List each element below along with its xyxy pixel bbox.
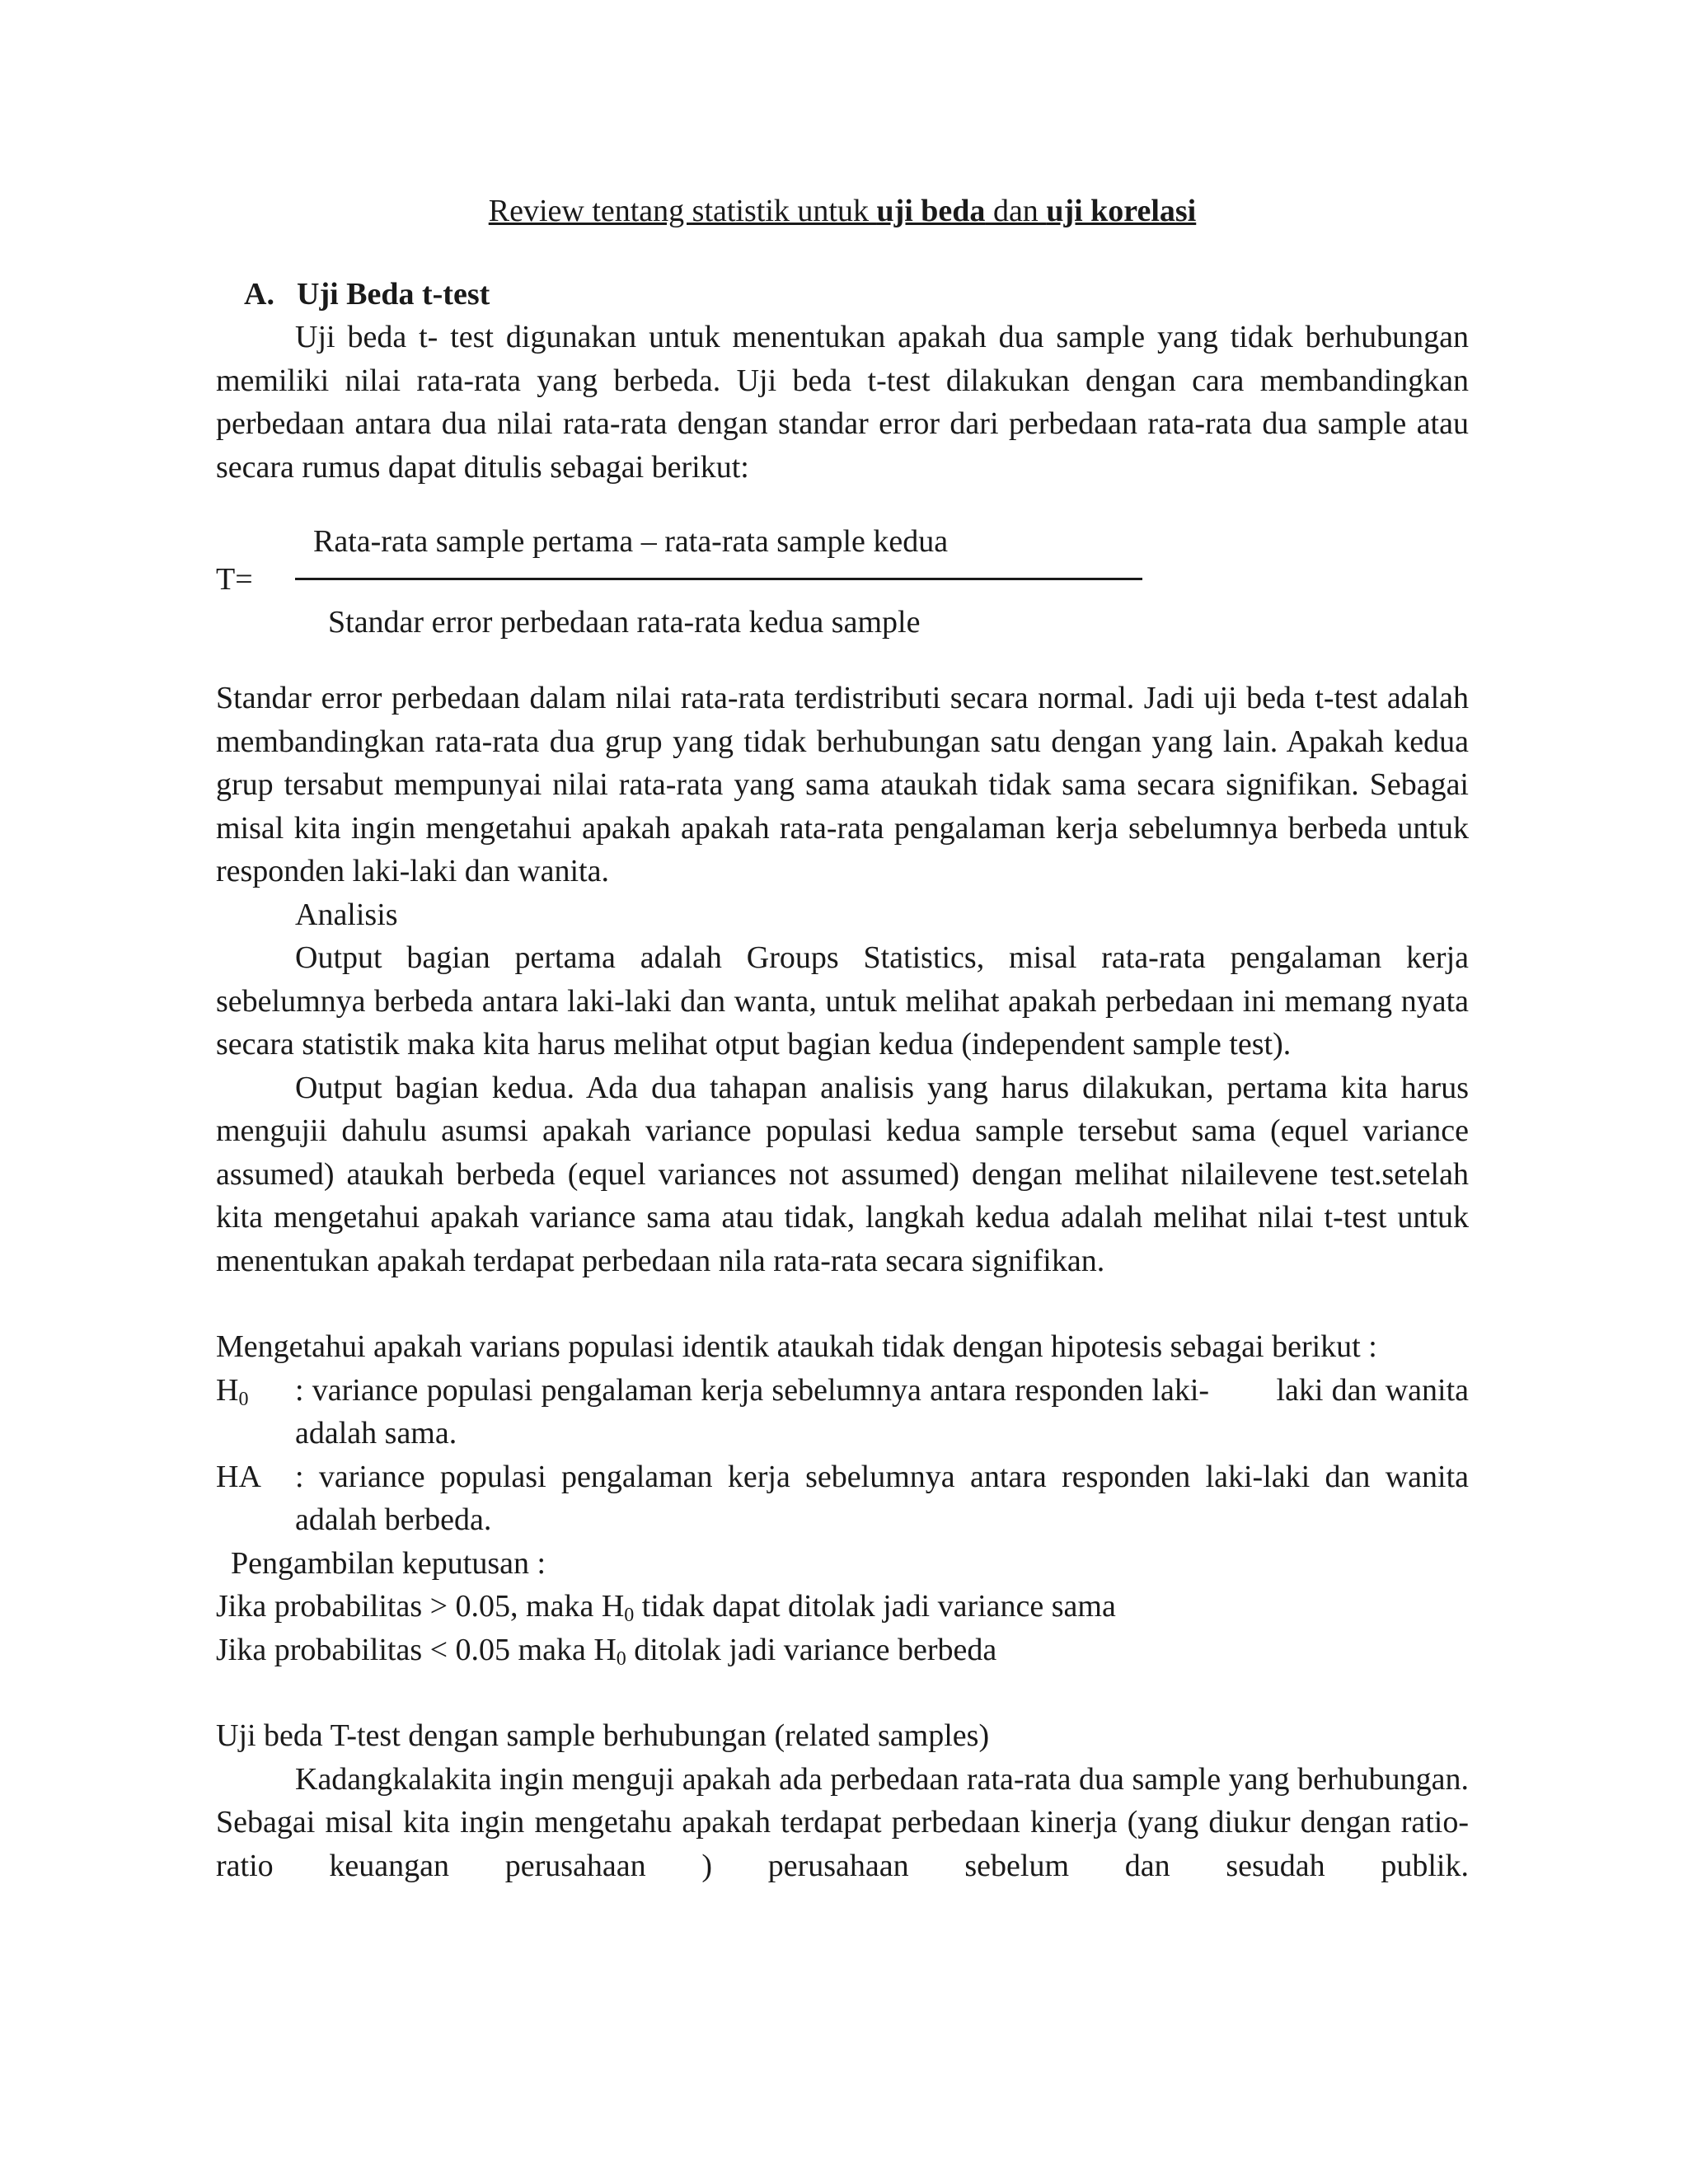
spacer xyxy=(216,1282,1469,1325)
section-a-number: A. xyxy=(244,276,274,312)
h0-label xyxy=(216,1369,295,1455)
section-a-intro: Uji beda t- test digunakan untuk menentukan apakah dua sample yang tidak berhubungan memiliki nilai rata-rata yang berbeda. Uji beda t-test dilakukan dengan cara membandingkan perbedaan antara dua nilai rata-rata dengan standar error dari perbedaan rata-rata dua sample atau secara rumus dapat ditulis sebagai berikut: xyxy=(216,320,1469,485)
document-page xyxy=(216,190,1477,1887)
h0-subscript: 0 xyxy=(238,1388,249,1410)
decision-line-1-b: tidak dapat ditolak jadi variance sama xyxy=(634,1589,1116,1624)
paragraph-output-kedua: Output bagian kedua. Ada dua tahapan analisis yang harus dilakukan, pertama kita harus mengujii dahulu asumsi apakah variance populasi kedua sample tersebut sama (equel variance assumed) ataukah berbeda (equel variances not assumed) dengan melihat nilailevene test.setelah kita mengetahui apakah variance sama atau tidak, langkah kedua adalah melihat nilai t-test untuk menentukan apakah terdapat perbedaan nila rata-rata secara signifikan. xyxy=(216,1070,1469,1278)
t-test-formula xyxy=(216,520,1469,644)
decision-line-2 xyxy=(216,1629,1469,1672)
related-samples-heading: Uji beda T-test dengan sample berhubungan (related samples) xyxy=(216,1718,990,1753)
related-samples-text: Kadangkalakita ingin menguji apakah ada perbedaan rata-rata dua sample yang berhubungan. Sebagai misal kita ingin mengetahu apakah terdapat perbedaan kinerja (yang diukur dengan ratio-ratio keuangan perusahaan ) perusahaan sebelum dan sesudah publik. xyxy=(216,1761,1469,1883)
spacer xyxy=(216,1671,1469,1714)
decision-heading: Pengambilan keputusan : xyxy=(231,1545,546,1581)
analisis-label: Analisis xyxy=(295,897,398,932)
title-bold-uji-korelasi: uji korelasi xyxy=(1046,194,1197,228)
ha-text: : variance populasi pengalaman kerja sebelumnya antara responden laki-laki dan wanita adalah berbeda. xyxy=(295,1459,1469,1537)
paragraph-standar-error: Standar error perbedaan dalam nilai rata-rata terdistributi secara normal. Jadi uji beda t-test adalah membandingkan rata-rata dua grup yang tidak berhubungan satu dengan yang lain. Apakah kedua grup tersabut mempunyai nilai rata-rata yang sama ataukah tidak sama secara signifikan. Sebagai misal kita ingin mengetahui apakah apakah rata-rata pengalaman kerja sebelumnya berbeda untuk responden laki-laki dan wanita. xyxy=(216,681,1469,888)
ha-label: HA xyxy=(216,1459,261,1494)
decision-line-1 xyxy=(216,1585,1469,1629)
paragraph-output-pertama: Output bagian pertama adalah Groups Statistics, misal rata-rata pengalaman kerja sebelumnya berbeda antara laki-laki dan wanta, untuk melihat apakah perbedaan ini memang nyata secara statistik maka kita harus melihat otput bagian kedua (independent sample test). xyxy=(216,940,1469,1062)
formula-numerator: Rata-rata sample pertama – rata-rata sample kedua xyxy=(313,524,949,559)
decision-line-1-sub: 0 xyxy=(624,1605,635,1626)
formula-denominator: Standar error perbedaan rata-rata kedua sample xyxy=(328,605,921,640)
decision-line-2-b: ditolak jadi variance berbeda xyxy=(626,1632,997,1667)
h0-letter: H xyxy=(216,1372,239,1408)
decision-line-1-a: Jika probabilitas > 0.05, maka H xyxy=(216,1589,625,1624)
hypothesis-ha xyxy=(216,1455,1469,1542)
h0-text: : variance populasi pengalaman kerja sebelumnya antara responden laki- laki dan wanita adalah sama. xyxy=(295,1372,1477,1451)
decision-line-2-sub: 0 xyxy=(616,1647,626,1670)
section-a-heading xyxy=(216,273,1469,316)
fraction-bar xyxy=(295,578,1142,580)
section-a-title: Uji Beda t-test xyxy=(297,276,490,312)
title-bold-uji-beda: uji beda xyxy=(876,194,986,228)
title-part-2: dan xyxy=(985,194,1047,228)
page-title xyxy=(216,190,1469,233)
title-part-1: Review tentang statistik untuk xyxy=(488,194,877,228)
hypothesis-h0 xyxy=(216,1369,1477,1455)
formula-label: T= xyxy=(216,562,253,597)
decision-line-2-a: Jika probabilitas < 0.05 maka H xyxy=(216,1632,617,1667)
hypothesis-intro: Mengetahui apakah varians populasi identik ataukah tidak dengan hipotesis sebagai berikut : xyxy=(216,1329,1377,1364)
